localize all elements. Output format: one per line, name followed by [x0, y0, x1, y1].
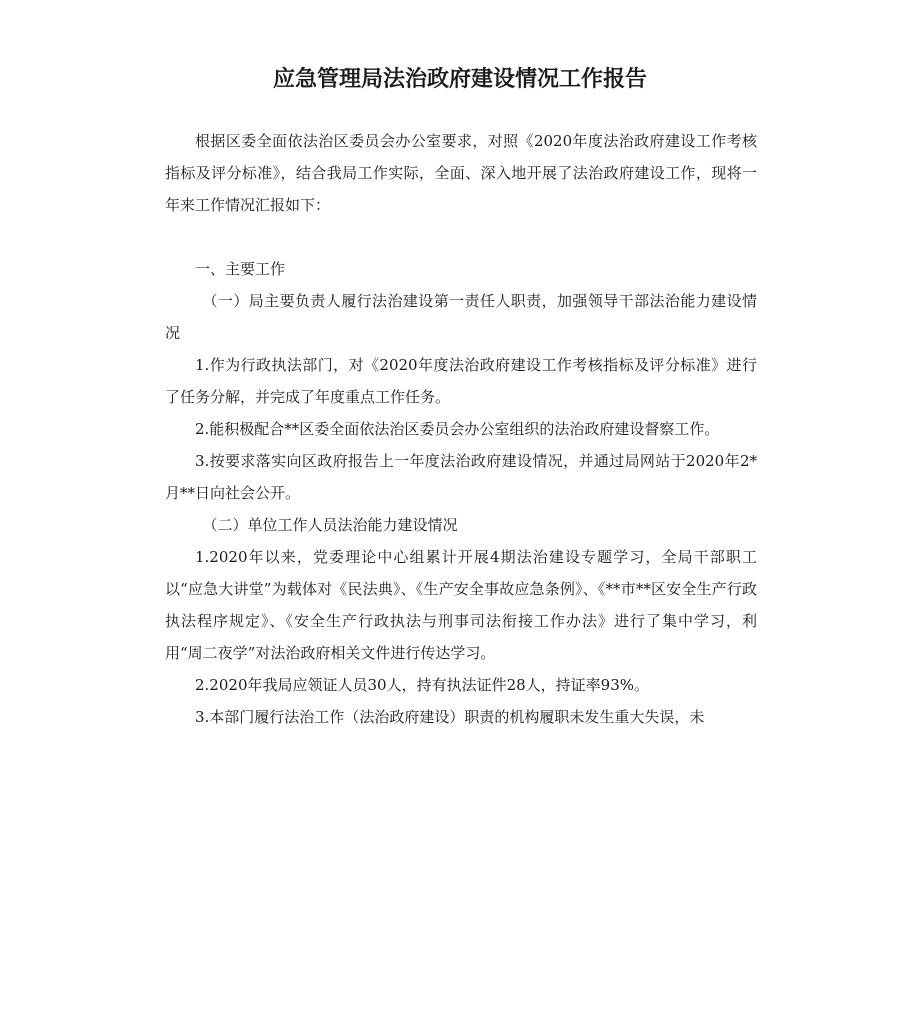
paragraph-item: 3.本部门履行法治工作（法治政府建设）职责的机构履职未发生重大失误，未 [195, 708, 705, 726]
subsection-heading-1: （一）局主要负责人履行法治建设第一责任人职责，加强领导干部法治能力建设情况 [165, 292, 757, 342]
document-body [165, 125, 757, 733]
section-heading-main-work: 一、主要工作 [195, 260, 286, 278]
paragraph-item: 1.2020年以来，党委理论中心组累计开展4期法治建设专题学习，全局干部职工以“应急大讲堂”为载体对《民法典》、《生产安全事故应急条例》、《**市**区安全生产行政执法程序规定》、《安全生产行政执法与刑事司法衔接工作办法》进行了集中学习，利用“周二夜学”对法治政府相关文件进行传达学习。 [165, 548, 757, 662]
paragraph-item: 3.按要求落实向区政府报告上一年度法治政府建设情况，并通过局网站于2020年2*月**日向社会公开。 [165, 452, 757, 502]
document-title: 应急管理局法治政府建设情况工作报告 [272, 67, 647, 92]
subsection-heading-2: （二）单位工作人员法治能力建设情况 [202, 516, 458, 534]
paragraph-item: 2.2020年我局应领证人员30人，持有执法证件28人，持证率93%。 [195, 676, 650, 694]
paragraph-item: 2.能积极配合**区委全面依法治区委员会办公室组织的法治政府建设督察工作。 [195, 420, 720, 438]
paragraph-item: 1.作为行政执法部门，对《2020年度法治政府建设工作考核指标及评分标准》进行了任务分解，并完成了年度重点工作任务。 [165, 356, 757, 406]
intro-paragraph: 根据区委全面依法治区委员会办公室要求，对照《2020年度法治政府建设工作考核指标及评分标准》，结合我局工作实际，全面、深入地开展了法治政府建设工作，现将一年来工作情况汇报如下： [165, 132, 757, 214]
